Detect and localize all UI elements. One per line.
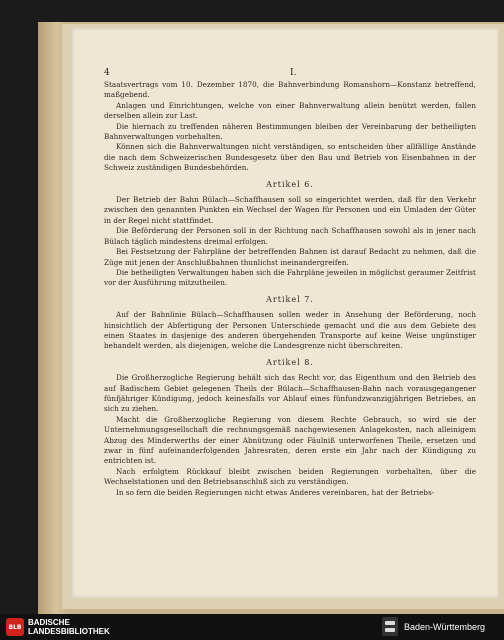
article-heading: Artikel 6.: [266, 179, 314, 189]
state-emblem-icon: [382, 617, 398, 636]
paragraph: In so fern die beiden Regierungen nicht etwas Anderes vereinbaren, hat der Betriebs-: [116, 487, 435, 497]
paragraph: Macht die Großherzogliche Regierung von diesem Rechte Gebrauch, so wird sie der Unternehmungsgesellschaft die rechnungsgemäß nachgewiesenen Anlagekosten, nach alleinigem Abzug des Minderwerths der einer Abnützung oder Fäulniß unterworfenen Theile, ersetzen und zwar in fünf aufeinanderfolgenden Jahresraten, deren erste ein Jahr nach der Kündigung zu entrichten ist.: [104, 414, 476, 466]
paragraph: Die betheiligten Verwaltungen haben sich die Fahrpläne jeweilen in möglichst geraumer Zeitfrist vor der Ausführung mitzutheilen.: [104, 267, 476, 288]
paragraph: Staatsvertrags vom 10. Dezember 1870, die Bahnverbindung Romanshorn—Konstanz betreffend, maßgebend.: [104, 80, 476, 100]
section-number: I.: [290, 68, 297, 78]
library-name-line1: BADISCHE: [28, 618, 70, 627]
page-body: [104, 80, 476, 498]
library-name-line2: LANDESBIBLIOTHEK: [28, 627, 110, 636]
article-heading: Artikel 7.: [266, 294, 314, 304]
paragraph: Anlagen und Einrichtungen, welche von einer Bahnverwaltung allein benützt werden, fallen derselben allein zur Last.: [104, 100, 476, 121]
page-text: [104, 68, 476, 498]
paragraph: Die Beförderung der Personen soll in der Richtung nach Schaffhausen sowohl als in jener nach Bülach täglich mindestens dreimal erfolgen.: [104, 226, 476, 246]
paragraph: Bei Festsetzung der Fahrpläne der betreffenden Bahnen ist darauf Bedacht zu nehmen, daß die Züge mit jenen der Anschlußbahnen thunlichst ineinandergreifen.: [104, 247, 476, 267]
blb-logo-text: BLB: [8, 623, 22, 631]
paragraph: Nach erfolgtem Rückkauf bleibt zwischen beiden Regierungen vorbehalten, über die Wechselstationen und den Betriebsanschluß sich zu verständigen.: [104, 466, 476, 487]
article-heading: Artikel 8.: [266, 357, 314, 367]
paragraph: Können sich die Bahnverwaltungen nicht verständigen, so entscheiden über allfällige Anstände die nach dem Schweizerischen Bundesgesetz über den Bau und Betrieb von Eisenbahnen in der Schweiz zuständigen Bundesbehörden.: [104, 142, 476, 173]
state-name[interactable]: Baden-Württemberg: [404, 622, 486, 632]
page-header: [104, 68, 476, 80]
scanned-page: [70, 28, 498, 598]
paragraph: Auf der Bahnlinie Bülach—Schaffhausen sollen weder in Ansehung der Beförderung, noch hinsichtlich der Abfertigung der Personen Unterschiede gemacht und die aus dem Gebiete des einen Staates in dasjenige des anderen übergehenden Transporte auf keine Weise ungünstiger behandelt werden, als diejenigen, welche die Landesgrenze nicht überschreiten.: [104, 310, 476, 351]
paragraph: Die hiernach zu treffenden näheren Bestimmungen bleiben der Vereinbarung der betheiligten Bahnverwaltungen vorbehalten.: [104, 121, 476, 142]
library-name[interactable]: [28, 618, 110, 636]
blb-logo-icon[interactable]: [6, 618, 24, 636]
paragraph: Die Großherzogliche Regierung behält sich das Recht vor, das Eigenthum und den Betrieb des auf Badischem Gebiet gelegenen Theils der Bülach—Schaffhausen-Bahn nach vorausgegangener fünfjähriger Kündigung, jedoch keinesfalls vor Ablauf eines fünfundzwanzigjährigen Betriebes, an sich zu ziehen.: [104, 373, 476, 414]
paragraph: Der Betrieb der Bahn Bülach—Schaffhausen soll so eingerichtet werden, daß für den Verkehr zwischen den genannten Punkten ein Wechsel der Wagen für Personen und ein Umladen der Güter in der Regel nicht stattfindet.: [104, 195, 476, 225]
page-number: 4: [104, 68, 110, 78]
